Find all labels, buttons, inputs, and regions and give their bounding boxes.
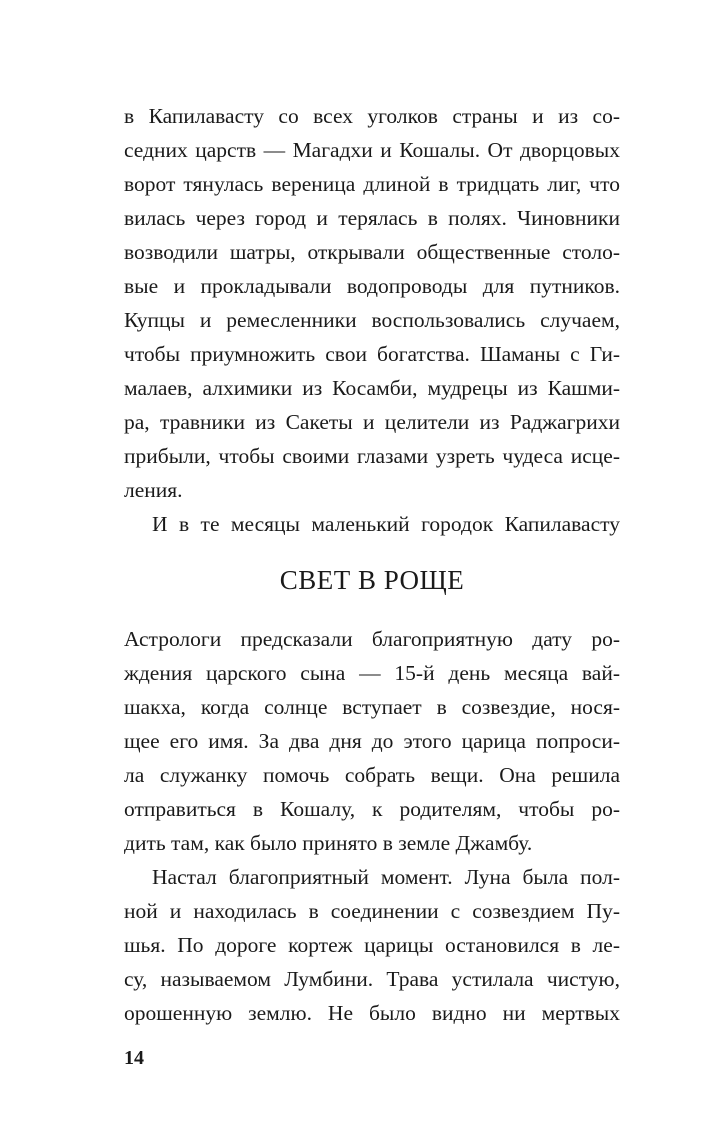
text-line: су, называемом Лумбини. Трава устилала чистую, [124,967,620,991]
text-line: орошенную землю. Не было видно ни мертвых [124,1001,620,1025]
text-line: Настал благоприятный момент. Луна была пол- [152,865,620,889]
text-line: ной и находилась в соединении с созвездием Пу- [124,899,620,923]
text-line: вилась через город и терялась в полях. Чиновники [124,206,620,230]
text-line: прибыли, чтобы своими глазами узреть чудеса исце- [124,444,620,468]
text-line: И в те месяцы маленький городок Капилавасту [152,512,620,536]
text-line: Астрологи предсказали благоприятную дату ро- [124,627,620,651]
text-line: ра, травники из Сакеты и целители из Раджагрихи [124,410,620,434]
text-line: малаев, алхимики из Косамби, мудрецы из Кашми- [124,376,620,400]
text-line: ления. [124,478,183,502]
section-heading: СВЕТ В РОЩЕ [279,565,465,595]
text-line: Купцы и ремесленники воспользовались случаем, [124,308,620,332]
text-line: ворот тянулась вереница длиной в тридцать лиг, что [124,172,620,196]
text-line: шья. По дороге кортеж царицы остановился в ле- [124,933,620,957]
text-line: щее его имя. За два дня до этого царица попроси- [124,729,620,753]
text-line: шакха, когда солнце вступает в созвездие, нося- [124,695,620,719]
text-line: ждения царского сына — 15-й день месяца вай- [124,661,620,685]
text-line: седних царств — Магадхи и Кошалы. От дворцовых [124,138,620,162]
text-line: вые и прокладывали водопроводы для путников. [124,274,620,298]
text-line: отправиться в Кошалу, к родителям, чтобы ро- [124,797,620,821]
page-number: 14 [124,1047,144,1069]
text-line: возводили шатры, открывали общественные столо- [124,240,620,264]
text-line: ла служанку помочь собрать вещи. Она решила [124,763,620,787]
text-line: чтобы приумножить свои богатства. Шаманы с Ги- [124,342,620,366]
text-line: дить там, как было принято в земле Джамбу. [124,831,533,855]
text-line: в Капилавасту со всех уголков страны и из со- [124,104,620,128]
